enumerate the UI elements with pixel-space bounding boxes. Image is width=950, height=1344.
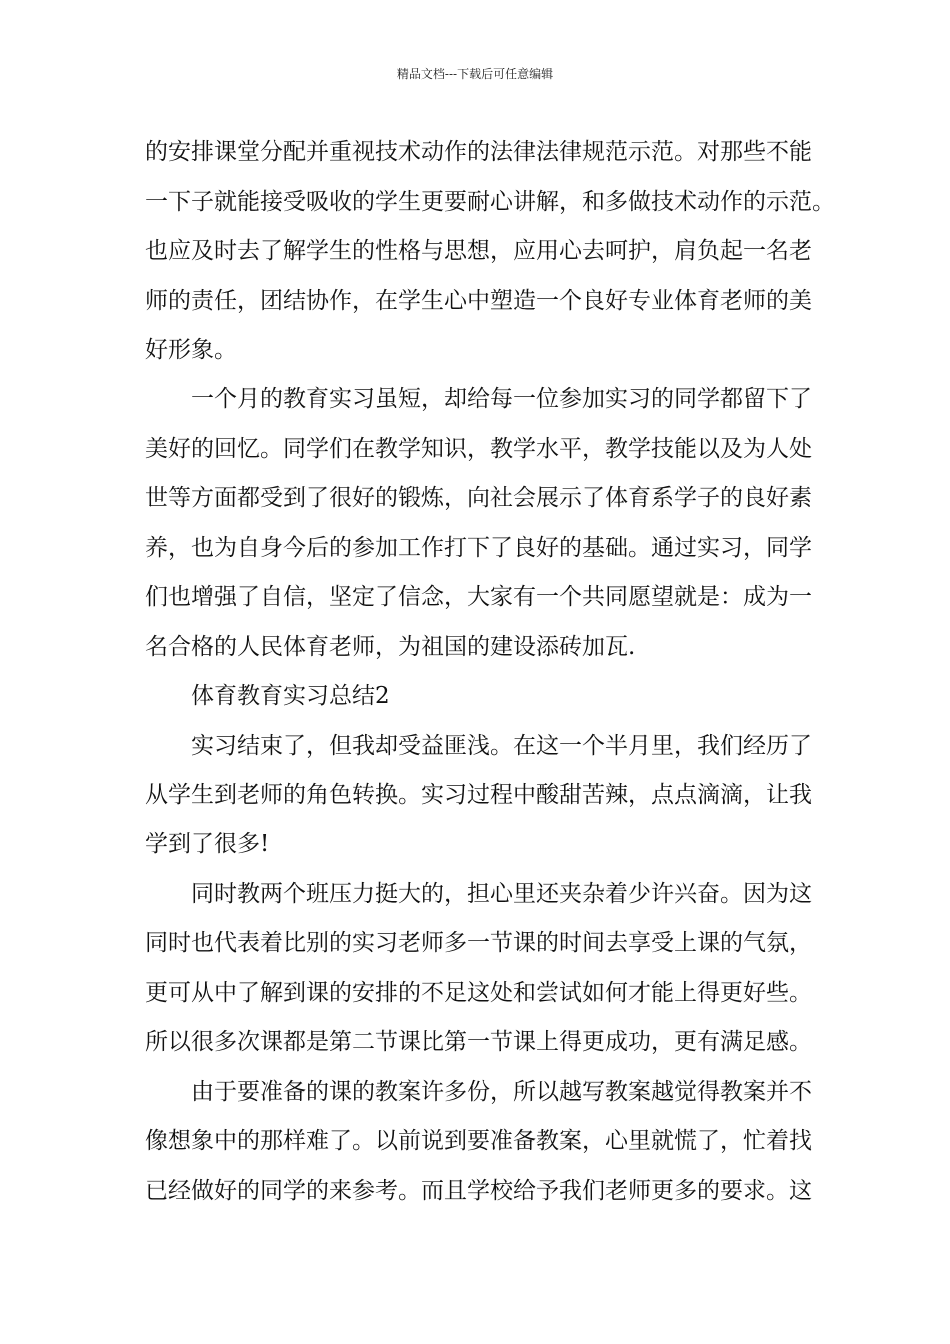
paragraph-line: 美好的回忆。同学们在教学知识，教学水平，教学技能以及为人处 bbox=[145, 436, 812, 462]
paragraph-line: 所以很多次课都是第二节课比第一节课上得更成功，更有满足感。 bbox=[145, 1029, 812, 1055]
paragraph-line: 一个月的教育实习虽短，却给每一位参加实习的同学都留下了 bbox=[191, 386, 812, 412]
paragraph-line: 养，也为自身今后的参加工作打下了良好的基础。通过实习，同学 bbox=[145, 535, 812, 561]
page-header: 精品文档---下载后可任意编辑 bbox=[396, 67, 554, 81]
paragraph-line: 由于要准备的课的教案许多份，所以越写教案越觉得教案并不 bbox=[191, 1079, 812, 1105]
paragraph-line: 学到了很多! bbox=[145, 831, 270, 857]
paragraph-line: 从学生到老师的角色转换。实习过程中酸甜苦辣，点点滴滴，让我 bbox=[145, 782, 812, 808]
paragraph-line: 实习结束了，但我却受益匪浅。在这一个半月里，我们经历了 bbox=[191, 733, 812, 759]
paragraph-line: 名合格的人民体育老师，为祖国的建设添砖加瓦. bbox=[145, 634, 636, 660]
paragraph-line: 更可从中了解到课的安排的不足这处和尝试如何才能上得更好些。 bbox=[145, 980, 812, 1006]
paragraph-line: 的安排课堂分配并重视技术动作的法律法律规范示范。对那些不能 bbox=[145, 139, 812, 165]
paragraph-line: 也应及时去了解学生的性格与思想，应用心去呵护，肩负起一名老 bbox=[145, 238, 812, 264]
paragraph-line: 同时也代表着比别的实习老师多一节课的时间去享受上课的气氛， bbox=[145, 930, 812, 956]
paragraph-line: 们也增强了自信，坚定了信念，大家有一个共同愿望就是：成为一 bbox=[145, 584, 812, 610]
section-heading: 体育教育实习总结2 bbox=[191, 683, 390, 709]
paragraph-line: 同时教两个班压力挺大的，担心里还夹杂着少许兴奋。因为这 bbox=[191, 881, 812, 907]
paragraph-line: 世等方面都受到了很好的锻炼，向社会展示了体育系学子的良好素 bbox=[145, 485, 812, 511]
paragraph-line: 师的责任，团结协作，在学生心中塑造一个良好专业体育老师的美 bbox=[145, 288, 812, 314]
paragraph-line: 像想象中的那样难了。以前说到要准备教案，心里就慌了，忙着找 bbox=[145, 1128, 812, 1154]
paragraph-line: 一下子就能接受吸收的学生更要耐心讲解，和多做技术动作的示范。 bbox=[145, 189, 835, 215]
paragraph-line: 好形象。 bbox=[145, 337, 237, 363]
paragraph-line: 已经做好的同学的来参考。而且学校给予我们老师更多的要求。这 bbox=[145, 1178, 812, 1204]
